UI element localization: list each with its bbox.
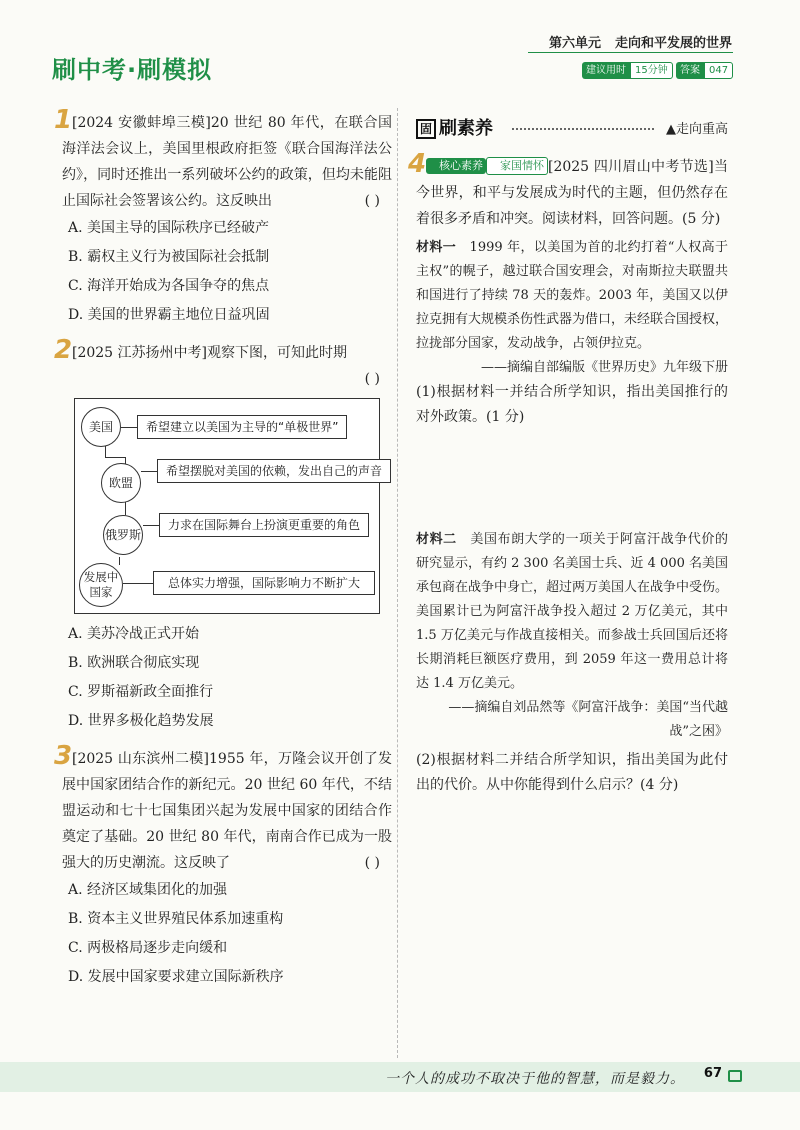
option-c: C. 两极格局逐步走向缓和 bbox=[68, 940, 228, 956]
material-text: 美国布朗大学的一项关于阿富汗战争代价的研究显示，有约 2 300 名美国士兵、近 4 000 名美国承包商在战争中身亡，超过两万美国人在战争中受伤。美国累计已为阿富汗战争投入超过 2 万亿美元，其中 1.5 万亿美元与作战直接相关。而参战士兵回国后还将长期消耗巨额医疗费用，到 2059 年这一费用总计将达 1.4 万亿美元。 bbox=[416, 532, 729, 691]
header-rule bbox=[528, 52, 733, 53]
time-label: 建议用时 bbox=[582, 62, 630, 79]
option-a: A. 美国主导的国际秩序已经破产 bbox=[68, 220, 270, 236]
answer-blank: ( ) bbox=[364, 193, 380, 209]
page-header bbox=[0, 0, 800, 95]
question-stem: [2025 山东滨州二模]1955 年，万隆会议开创了发展中国家团结合作的新纪元。20 世纪 60 年代，不结盟运动和七十七国集团兴起为发展中国家的团结合作奠定了基础。20 世纪 80 年代，南南合作已成为一股强大的历史潮流。这反映了 bbox=[62, 751, 392, 871]
brand-logo bbox=[52, 50, 212, 85]
material-label: 材料二 bbox=[416, 532, 457, 547]
brand-text-a: 刷中考 bbox=[52, 56, 127, 84]
material-text: 1999 年，以美国为首的北约打着“人权高于主权”的幌子，越过联合国安理会，对南斯拉夫联盟共和国进行了持续 78 天的轰炸。2003 年，美国又以伊拉克拥有大规模杀伤性武器为借口，未经联合国授权，拉拢部分国家，发动战争，占领伊拉克。 bbox=[416, 240, 729, 351]
question-3 bbox=[54, 741, 392, 992]
question-number: 1 bbox=[54, 105, 73, 135]
node-usa: 美国 bbox=[81, 407, 121, 447]
question-number: 2 bbox=[54, 335, 73, 365]
suggested-time-badge bbox=[582, 62, 673, 79]
russia-box: 力求在国际舞台上扮演更重要的角色 bbox=[159, 513, 369, 537]
option-a: A. 美苏冷战正式开始 bbox=[68, 626, 200, 642]
page-footer bbox=[0, 1062, 800, 1092]
material-label: 材料一 bbox=[416, 240, 457, 255]
answer-blank: ( ) bbox=[364, 371, 380, 387]
question-number: 3 bbox=[54, 741, 73, 771]
section-tag-box: 固 bbox=[416, 119, 436, 139]
usa-box: 希望建立以美国为主导的“单极世界” bbox=[137, 415, 347, 439]
option-d: D. 世界多极化趋势发展 bbox=[68, 713, 214, 729]
answer-space bbox=[416, 430, 728, 528]
connector-line bbox=[121, 427, 137, 428]
section-level-text: 走向重高 bbox=[675, 122, 728, 137]
section-dots bbox=[512, 128, 654, 130]
option-c: C. 罗斯福新政全面推行 bbox=[68, 684, 214, 700]
unit-number: 第六单元 bbox=[548, 36, 601, 51]
answer-label: 答案 bbox=[676, 62, 704, 79]
brand-text-b: 刷模拟 bbox=[137, 56, 213, 84]
option-b: B. 资本主义世界殖民体系加速重构 bbox=[68, 911, 284, 927]
question-4 bbox=[408, 149, 728, 232]
question-stem: [2025 四川眉山中考节选]当今世界，和平与发展成为时代的主题，但仍然存在着很多矛盾和冲突。阅读材料，回答问题。(5 分) bbox=[416, 159, 728, 227]
eu-box: 希望摆脱对美国的依赖，发出自己的声音 bbox=[157, 459, 391, 483]
option-b: B. 欧洲联合彻底实现 bbox=[68, 655, 200, 671]
unit-title bbox=[549, 32, 732, 51]
option-c: C. 海洋开始成为各国争夺的焦点 bbox=[68, 278, 270, 294]
option-a: A. 经济区域集团化的加强 bbox=[68, 882, 228, 898]
question-1 bbox=[54, 105, 392, 330]
section-header bbox=[416, 112, 728, 142]
developing-box: 总体实力增强，国际影响力不断扩大 bbox=[153, 571, 375, 595]
world-pattern-diagram bbox=[74, 398, 383, 614]
core-literacy-tag: 核心素养 bbox=[426, 158, 486, 174]
material-source: ——摘编自部编版《世界历史》九年级下册 bbox=[480, 360, 728, 375]
node-russia: 俄罗斯 bbox=[103, 515, 143, 555]
unit-name: 走向和平发展的世界 bbox=[614, 36, 732, 51]
question-stem: [2024 安徽蚌埠三模]20 世纪 80 年代，在联合国海洋法会议上，美国里根政府拒签《联合国海洋法公约》，同时还推出一系列破坏公约的政策，但均未能阻止国际社会签署该公约。这反映出 bbox=[62, 115, 392, 209]
left-column bbox=[54, 100, 392, 992]
node-eu: 欧盟 bbox=[101, 463, 141, 503]
footer-motto: 一个人的成功不取决于他的智慧，而是毅力。 bbox=[385, 1071, 685, 1087]
section-tag bbox=[416, 114, 493, 140]
connector-line bbox=[105, 457, 125, 458]
page-number: 67 bbox=[703, 1066, 722, 1081]
patriotism-tag: 家国情怀 bbox=[486, 157, 548, 175]
question-number: 4 bbox=[408, 149, 427, 179]
material-two bbox=[416, 528, 728, 696]
connector-line bbox=[125, 501, 126, 515]
mountain-icon: ▲ bbox=[665, 122, 676, 137]
connector-line bbox=[123, 583, 153, 584]
material-source: ——摘编自刘品然等《阿富汗战争：美国“当代越战”之困》 bbox=[448, 700, 728, 739]
column-divider bbox=[397, 108, 398, 1058]
question-stem: [2025 江苏扬州中考]观察下图，可知此时期 bbox=[72, 345, 348, 361]
option-b: B. 霸权主义行为被国际社会抵制 bbox=[68, 249, 270, 265]
section-level bbox=[666, 118, 728, 137]
brand-separator: · bbox=[127, 56, 138, 84]
connector-line bbox=[141, 471, 157, 472]
node-developing: 发展中国家 bbox=[79, 563, 123, 607]
option-d: D. 发展中国家要求建立国际新秩序 bbox=[68, 969, 284, 985]
material-one bbox=[416, 236, 728, 356]
answer-blank: ( ) bbox=[364, 855, 380, 871]
sub-question-1: (1)根据材料一并结合所学知识，指出美国推行的对外政策。(1 分) bbox=[416, 384, 728, 425]
book-icon bbox=[728, 1070, 742, 1082]
answer-value: 047 bbox=[704, 62, 733, 79]
sub-question-2: (2)根据材料二并结合所学知识，指出美国为此付出的代价。从中你能得到什么启示？(4 分) bbox=[416, 752, 728, 793]
option-d: D. 美国的世界霸主地位日益巩固 bbox=[68, 307, 270, 323]
time-value: 15分钟 bbox=[630, 62, 673, 79]
connector-line bbox=[143, 525, 159, 526]
section-tag-text: 刷素养 bbox=[439, 118, 493, 139]
answer-page-badge bbox=[676, 62, 733, 79]
right-column bbox=[408, 100, 729, 798]
question-2 bbox=[54, 335, 392, 736]
connector-line bbox=[119, 557, 120, 565]
